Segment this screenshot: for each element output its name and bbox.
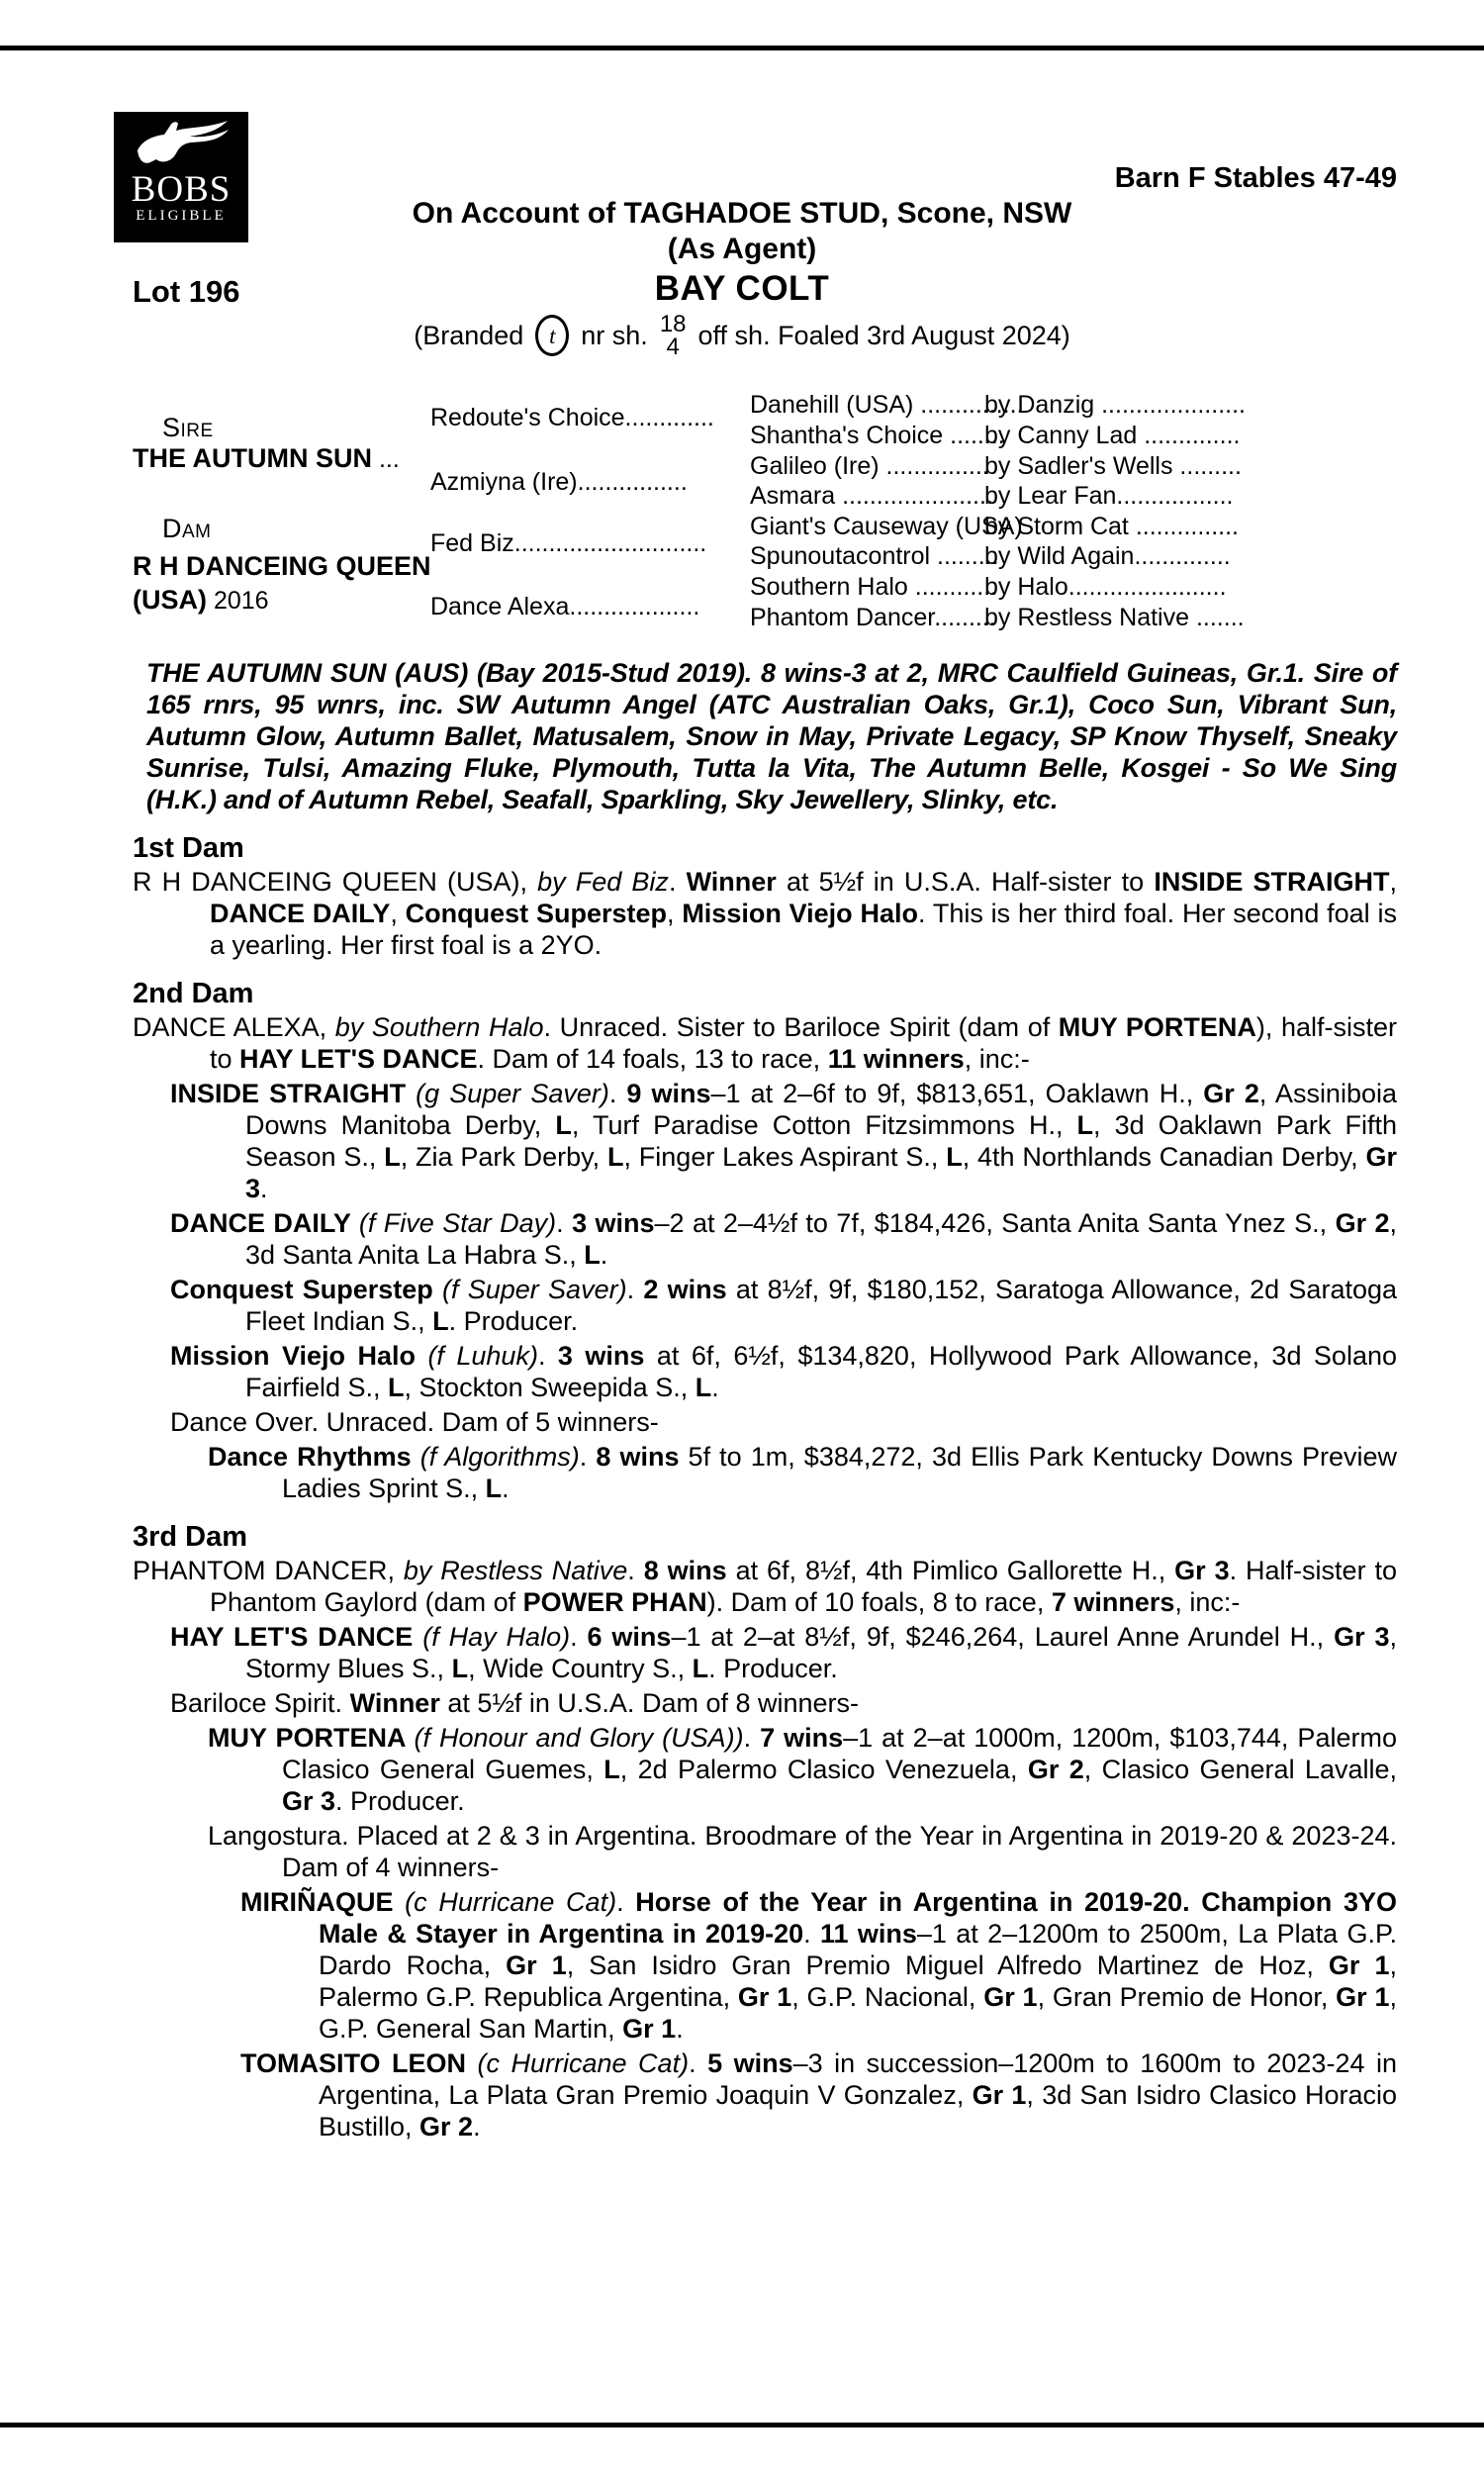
grandparent-by: by Lear Fan................. <box>984 482 1234 510</box>
grandparent-by: by Sadler's Wells ......... <box>984 452 1242 480</box>
page-title: BAY COLT <box>654 269 830 308</box>
section-heading: 2nd Dam <box>133 978 254 1009</box>
entry-conquest-superstep: Conquest Superstep (f Super Saver). 2 wins at 8½f, 9f, $180,152, Saratoga Allowance, 2d Saratoga Fleet Indian S., L. Producer. <box>170 1275 1398 1336</box>
sire-summary: THE AUTUMN SUN (AUS) (Bay 2015-Stud 2019). 8 wins-3 at 2, MRC Caulfield Guineas, Gr.1. Sire of 165 rnrs, 95 wnrs, inc. SW Autumn Angel (ATC Australian Oaks, Gr.1), Coco Sun, Vibrant Sun, Autumn Glow, Autumn Ballet, Matusalem, Snow in May, Private Legacy, SP Know Thyself, Sneaky Sunrise, Tulsi, Amazing Fluke, Plymouth, Tutta la Vita, The Autumn Belle, Kosgei - So We Sing (H.K.) and of Autumn Rebel, Seafall, Sparkling, Sky Jewellery, Slinky, etc. <box>146 658 1397 814</box>
grandparent-name: Phantom Dancer......... <box>750 604 996 631</box>
entry-rh-danceing-queen: R H DANCEING QUEEN (USA), by Fed Biz. Winner at 5½f in U.S.A. Half-sister to INSIDE STRAIGHT, DANCE DAILY, Conquest Superstep, Mission Viejo Halo. This is her third foal. Her second foal is a yearling. Her first foal is a 2YO. <box>133 867 1397 960</box>
entry-dance-alexa: DANCE ALEXA, by Southern Halo. Unraced. Sister to Bariloce Spirit (dam of MUY PORTENA), half-sister to HAY LET'S DANCE. Dam of 14 foals, 13 to race, 11 winners, inc:- <box>133 1012 1397 1074</box>
sire-name: THE AUTUMN SUN ... <box>133 443 400 473</box>
grandparent-name: Asmara ...................... <box>750 482 993 510</box>
pedigree-table <box>0 391 1484 656</box>
dam-name-origin: (USA) 2016 <box>133 585 269 615</box>
grandparent-by: by Halo....................... <box>984 573 1227 601</box>
lot-number: Lot 196 <box>133 274 240 309</box>
pedigree-parent-sire-sire: Redoute's Choice............. <box>430 404 714 431</box>
brand-number <box>660 313 687 358</box>
brand-symbol-icon: t <box>535 315 569 356</box>
entry-muy-portena: MUY PORTENA (f Honour and Glory (USA)). 7 wins–1 at 2–at 1000m, 1200m, $103,744, Palermo Clasico General Guemes, L, 2d Palermo Clasico Venezuela, Gr 2, Clasico General Lavalle, Gr 3. Producer. <box>208 1723 1397 1816</box>
entry-mission-viejo-halo: Mission Viejo Halo (f Luhuk). 3 wins at 6f, 6½f, $134,820, Hollywood Park Allowance, 3d Solano Fairfield S., L, Stockton Sweepida S., L. <box>170 1341 1397 1402</box>
bottom-rule <box>0 2423 1484 2427</box>
dam-label: Dam <box>162 514 212 543</box>
branded-line <box>0 313 1484 358</box>
section-heading: 1st Dam <box>133 832 244 864</box>
section-1st-dam <box>133 831 1397 961</box>
catalogue-text <box>133 657 1397 2145</box>
pedigree-parent-dam-dam: Dance Alexa................... <box>430 593 700 620</box>
grandparent-name: Southern Halo ............ <box>750 573 998 601</box>
section-3rd-dam <box>133 1520 1397 2142</box>
grandparent-name: Shantha's Choice ........ <box>750 422 1005 449</box>
grandparent-name: Danehill (USA) ............... <box>750 391 1024 419</box>
entry-langostura: Langostura. Placed at 2 & 3 in Argentina. Broodmare of the Year in Argentina in 2019-20 & 2023-24. Dam of 4 winners- <box>208 1821 1397 1882</box>
entry-dance-rhythms: Dance Rhythms (f Algorithms). 8 wins 5f to 1m, $384,272, 3d Ellis Park Kentucky Downs Preview Ladies Sprint S., L. <box>208 1442 1397 1503</box>
branded-prefix: (Branded <box>414 320 524 350</box>
grandparent-by: by Restless Native ....... <box>984 604 1245 631</box>
top-rule <box>0 46 1484 50</box>
entry-inside-straight: INSIDE STRAIGHT (g Super Saver). 9 wins–1 at 2–6f to 9f, $813,651, Oaklawn H., Gr 2, Assiniboia Downs Manitoba Derby, L, Turf Paradise Cotton Fitzsimmons H., L, 3d Oaklawn Park Fifth Season S., L, Zia Park Derby, L, Finger Lakes Aspirant S., L, 4th Northlands Canadian Derby, Gr 3. <box>170 1079 1397 1203</box>
branded-near-shoulder: nr sh. <box>581 320 648 350</box>
entry-tomasito-leon: TOMASITO LEON (c Hurricane Cat). 5 wins–3 in succession–1200m to 1600m to 2023-24 in Argentina, La Plata Gran Premio Joaquin V Gonzalez, Gr 1, 3d San Isidro Clasico Horacio Bustillo, Gr 2. <box>240 2048 1397 2141</box>
section-heading: 3rd Dam <box>133 1521 248 1553</box>
entry-phantom-dancer: PHANTOM DANCER, by Restless Native. 8 wins at 6f, 8½f, 4th Pimlico Gallorette H., Gr 3. Half-sister to Phantom Gaylord (dam of POWER PHAN). Dam of 10 foals, 8 to race, 7 winners, inc:- <box>133 1556 1397 1617</box>
grandparent-name: Galileo (Ire) ............... <box>750 452 989 480</box>
grandparent-by: by Canny Lad .............. <box>984 422 1241 449</box>
entry-hay-lets-dance: HAY LET'S DANCE (f Hay Halo). 6 wins–1 at 2–at 8½f, 9f, $246,264, Laurel Anne Arundel H., Gr 3, Stormy Blues S., L, Wide Country S., L. Producer. <box>170 1622 1398 1683</box>
pedigree-parent-dam-sire: Fed Biz............................ <box>430 529 707 557</box>
grandparent-name: Spunoutacontrol ......... <box>750 542 999 570</box>
agent-line: (As Agent) <box>667 233 817 265</box>
logo-text-bobs: BOBS <box>131 169 232 210</box>
dam-name: R H DANCEING QUEEN <box>133 551 431 581</box>
grandparent-by: by Danzig ..................... <box>984 391 1246 419</box>
horse-head-icon <box>124 117 238 172</box>
pedigree-parent-sire-dam: Azmiyna (Ire)................ <box>430 468 688 496</box>
brand-number-top: 18 <box>659 311 687 337</box>
branded-suffix: off sh. Foaled 3rd August 2024) <box>697 320 1070 350</box>
grandparent-name: Giant's Causeway (USA) <box>750 513 1023 540</box>
section-2nd-dam <box>133 977 1397 1504</box>
grandparent-by: by Storm Cat ............... <box>984 513 1240 540</box>
logo-text-eligible: ELIGIBLE <box>136 208 227 224</box>
account-line: On Account of TAGHADOE STUD, Scone, NSW <box>412 197 1072 230</box>
entry-dance-daily: DANCE DAILY (f Five Star Day). 3 wins–2 at 2–4½f to 7f, $184,426, Santa Anita Santa Ynez S., Gr 2, 3d Santa Anita La Habra S., L. <box>170 1208 1398 1270</box>
entry-bariloce-spirit: Bariloce Spirit. Winner at 5½f in U.S.A. Dam of 8 winners- <box>170 1688 860 1718</box>
brand-number-bottom: 4 <box>666 333 680 360</box>
entry-mirinaque: MIRIÑAQUE (c Hurricane Cat). Horse of the Year in Argentina in 2019-20. Champion 3YO Male & Stayer in Argentina in 2019-20. 11 wins–1 at 2–1200m to 2500m, La Plata G.P. Dardo Rocha, Gr 1, San Isidro Gran Premio Miguel Alfredo Martinez de Hoz, Gr 1, Palermo G.P. Republica Argentina, Gr 1, G.P. Nacional, Gr 1, Gran Premio de Honor, Gr 1, G.P. General San Martin, Gr 1. <box>240 1887 1398 2044</box>
grandparent-by: by Wild Again.............. <box>984 542 1231 570</box>
barn-label: Barn F Stables 47-49 <box>1114 162 1397 194</box>
sire-label: Sire <box>162 413 214 442</box>
entry-dance-over: Dance Over. Unraced. Dam of 5 winners- <box>170 1407 659 1437</box>
